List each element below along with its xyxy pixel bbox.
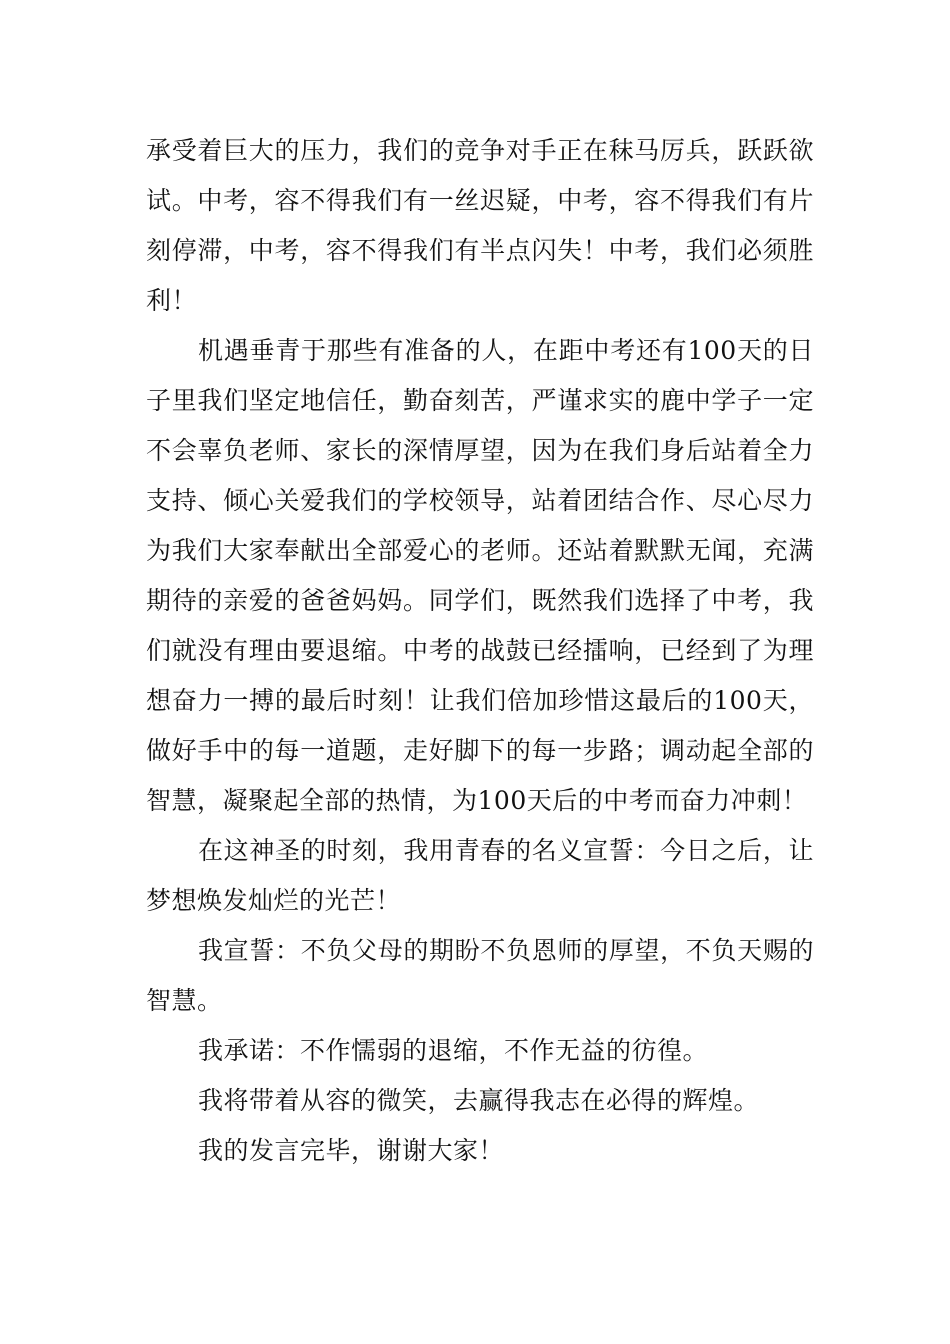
paragraph-opportunity: 机遇垂青于那些有准备的人，在距中考还有100天的日子里我们坚定地信任，勤奋刻苦，严谨求实的鹿中学子一定不会辜负老师、家长的深情厚望，因为在我们身后站着全力支持、倾心关爱我们的学校领导，站着团结合作、尽心尽力为我们大家奉献出全部爱心的老师。还站着默默无闻，充满期待的亲爱的爸爸妈妈。同学们，既然我们选择了中考，我们就没有理由要退缩。中考的战鼓已经擂响，已经到了为理想奋力一搏的最后时刻！让我们倍加珍惜这最后的100天，做好手中的每一道题，走好脚下的每一步路；调动起全部的智慧，凝聚起全部的热情，为100天后的中考而奋力冲刺！: [146, 336, 814, 815]
paragraph-smile: 我将带着从容的微笑，去赢得我志在必得的辉煌。: [198, 1086, 760, 1115]
paragraph-continuation: 承受着巨大的压力，我们的竞争对手正在秣马厉兵，跃跃欲试。中考，容不得我们有一丝迟疑，中考，容不得我们有片刻停滞，中考，容不得我们有半点闪失！中考，我们必须胜利！: [146, 136, 814, 315]
document-body: [146, 126, 814, 1176]
paragraph-closing: 我的发言完毕，谢谢大家！: [198, 1136, 505, 1165]
paragraph-vow: 我宣誓：不负父母的期盼不负恩师的厚望，不负天赐的智慧。: [146, 936, 814, 1015]
paragraph-promise: 我承诺：不作懦弱的退缩，不作无益的彷徨。: [198, 1036, 709, 1065]
paragraph-oath-intro: 在这神圣的时刻，我用青春的名义宣誓：今日之后，让梦想焕发灿烂的光芒！: [146, 836, 814, 915]
